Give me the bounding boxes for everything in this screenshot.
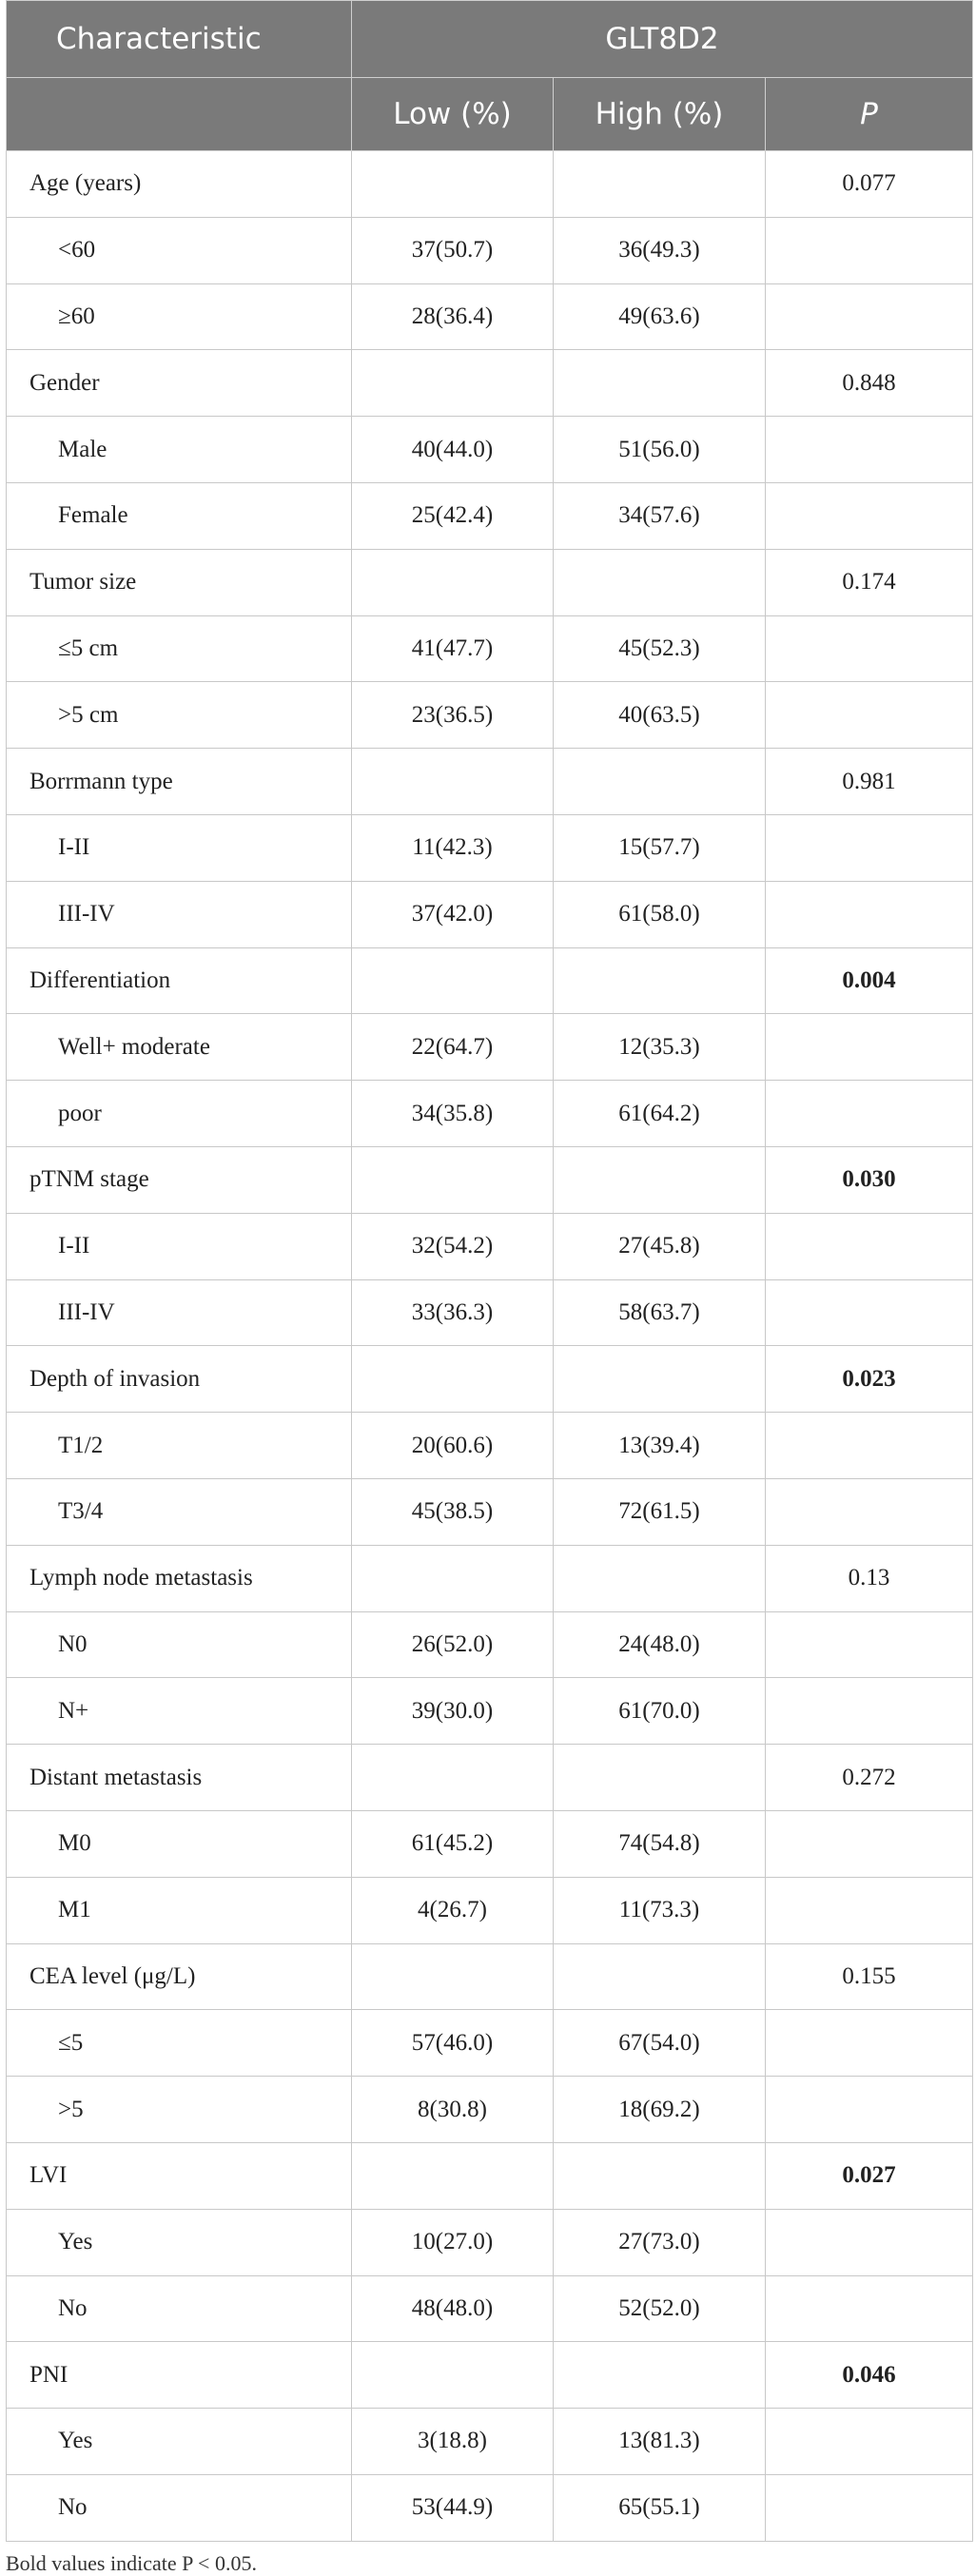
subgroup-row [7, 217, 973, 283]
subgroup-row [7, 1279, 973, 1346]
characteristics-table [6, 0, 973, 2542]
p-value: 0.848 [766, 350, 973, 417]
subgroup-label: N0 [7, 1611, 352, 1678]
subgroup-row [7, 417, 973, 483]
p-value: 0.030 [766, 1146, 973, 1213]
low-value: 3(18.8) [352, 2409, 554, 2475]
high-value: 45(52.3) [554, 615, 766, 682]
category-label: Borrmann type [7, 749, 352, 815]
p-value [766, 814, 973, 881]
p-value [766, 2077, 973, 2143]
low-value [352, 1943, 554, 2010]
p-value [766, 1678, 973, 1745]
high-value [554, 2142, 766, 2209]
subgroup-row [7, 482, 973, 549]
low-value: 32(54.2) [352, 1213, 554, 1279]
subgroup-label: Yes [7, 2409, 352, 2475]
category-label: Age (years) [7, 151, 352, 218]
subgroup-label: ≥60 [7, 283, 352, 350]
category-label: Differentiation [7, 947, 352, 1014]
low-value: 33(36.3) [352, 1279, 554, 1346]
high-value: 40(63.5) [554, 682, 766, 749]
subgroup-row [7, 682, 973, 749]
subgroup-row [7, 283, 973, 350]
category-row [7, 749, 973, 815]
p-value [766, 217, 973, 283]
low-value: 39(30.0) [352, 1678, 554, 1745]
subgroup-row [7, 2474, 973, 2541]
low-value: 10(27.0) [352, 2209, 554, 2275]
high-value: 11(73.3) [554, 1877, 766, 1943]
subgroup-row [7, 1213, 973, 1279]
subgroup-row [7, 2275, 973, 2342]
p-value: 0.981 [766, 749, 973, 815]
p-value: 0.155 [766, 1943, 973, 2010]
high-header: High (%) [554, 78, 766, 151]
subgroup-row [7, 2010, 973, 2077]
high-value [554, 549, 766, 615]
high-value: 27(73.0) [554, 2209, 766, 2275]
category-label: pTNM stage [7, 1146, 352, 1213]
p-value [766, 2010, 973, 2077]
low-value: 40(44.0) [352, 417, 554, 483]
subgroup-row [7, 881, 973, 947]
p-value [766, 1478, 973, 1545]
subgroup-row [7, 814, 973, 881]
subgroup-row [7, 1877, 973, 1943]
subgroup-label: III-IV [7, 1279, 352, 1346]
low-value: 37(42.0) [352, 881, 554, 947]
subgroup-label: Yes [7, 2209, 352, 2275]
subgroup-row [7, 1611, 973, 1678]
header-row-top [7, 1, 973, 78]
low-value: 23(36.5) [352, 682, 554, 749]
p-value [766, 1611, 973, 1678]
subgroup-label: ≤5 [7, 2010, 352, 2077]
p-value [766, 615, 973, 682]
p-value: 0.023 [766, 1346, 973, 1413]
subgroup-label: <60 [7, 217, 352, 283]
category-row [7, 151, 973, 218]
high-value [554, 1745, 766, 1811]
subgroup-row [7, 2209, 973, 2275]
low-value: 48(48.0) [352, 2275, 554, 2342]
low-value [352, 549, 554, 615]
p-value [766, 482, 973, 549]
high-value: 27(45.8) [554, 1213, 766, 1279]
high-value [554, 2342, 766, 2409]
high-value: 72(61.5) [554, 1478, 766, 1545]
subgroup-row [7, 1810, 973, 1877]
p-value [766, 2409, 973, 2475]
p-value: 0.174 [766, 549, 973, 615]
p-value [766, 1279, 973, 1346]
p-value [766, 2209, 973, 2275]
p-value: 0.13 [766, 1545, 973, 1611]
subgroup-label: M1 [7, 1877, 352, 1943]
category-row [7, 1346, 973, 1413]
low-value: 8(30.8) [352, 2077, 554, 2143]
category-label: Lymph node metastasis [7, 1545, 352, 1611]
high-value: 67(54.0) [554, 2010, 766, 2077]
p-value: 0.272 [766, 1745, 973, 1811]
high-value: 34(57.6) [554, 482, 766, 549]
characteristic-header: Characteristic [7, 1, 352, 78]
category-label: PNI [7, 2342, 352, 2409]
high-value: 49(63.6) [554, 283, 766, 350]
p-value [766, 417, 973, 483]
low-value: 22(64.7) [352, 1014, 554, 1081]
p-value [766, 1877, 973, 1943]
high-value: 15(57.7) [554, 814, 766, 881]
high-value [554, 1545, 766, 1611]
p-value [766, 283, 973, 350]
high-value: 36(49.3) [554, 217, 766, 283]
high-value: 13(39.4) [554, 1413, 766, 1479]
high-value [554, 1346, 766, 1413]
subgroup-label: T3/4 [7, 1478, 352, 1545]
low-value: 45(38.5) [352, 1478, 554, 1545]
p-value [766, 2275, 973, 2342]
category-label: Distant metastasis [7, 1745, 352, 1811]
p-value: 0.004 [766, 947, 973, 1014]
category-row [7, 2342, 973, 2409]
high-value [554, 1146, 766, 1213]
high-value [554, 350, 766, 417]
low-value: 25(42.4) [352, 482, 554, 549]
subgroup-label: Female [7, 482, 352, 549]
subgroup-label: ≤5 cm [7, 615, 352, 682]
subgroup-label: I-II [7, 814, 352, 881]
low-value [352, 1346, 554, 1413]
category-row [7, 1745, 973, 1811]
p-value [766, 1213, 973, 1279]
p-value: 0.077 [766, 151, 973, 218]
low-value: 61(45.2) [352, 1810, 554, 1877]
subgroup-label: poor [7, 1081, 352, 1147]
high-value: 51(56.0) [554, 417, 766, 483]
high-value: 52(52.0) [554, 2275, 766, 2342]
high-value: 13(81.3) [554, 2409, 766, 2475]
p-value [766, 2474, 973, 2541]
p-header: P [766, 78, 973, 151]
table-footnote: Bold values indicate P < 0.05. [6, 2550, 257, 2575]
category-row [7, 350, 973, 417]
subgroup-row [7, 615, 973, 682]
high-value [554, 947, 766, 1014]
low-value: 28(36.4) [352, 283, 554, 350]
high-value [554, 749, 766, 815]
low-value: 4(26.7) [352, 1877, 554, 1943]
low-value: 53(44.9) [352, 2474, 554, 2541]
category-label: LVI [7, 2142, 352, 2209]
subgroup-label: >5 [7, 2077, 352, 2143]
subgroup-label: No [7, 2275, 352, 2342]
subgroup-row [7, 1478, 973, 1545]
subgroup-label: I-II [7, 1213, 352, 1279]
header-row-sub [7, 78, 973, 151]
low-value [352, 2342, 554, 2409]
high-value: 58(63.7) [554, 1279, 766, 1346]
category-label: Gender [7, 350, 352, 417]
low-value: 34(35.8) [352, 1081, 554, 1147]
high-value: 65(55.1) [554, 2474, 766, 2541]
empty-header-cell [7, 78, 352, 151]
high-value: 61(64.2) [554, 1081, 766, 1147]
low-value: 41(47.7) [352, 615, 554, 682]
subgroup-label: III-IV [7, 881, 352, 947]
subgroup-row [7, 1413, 973, 1479]
low-value [352, 1146, 554, 1213]
category-label: Tumor size [7, 549, 352, 615]
p-value [766, 881, 973, 947]
low-value: 20(60.6) [352, 1413, 554, 1479]
subgroup-row [7, 1678, 973, 1745]
low-value [352, 1745, 554, 1811]
high-value [554, 151, 766, 218]
subgroup-label: M0 [7, 1810, 352, 1877]
subgroup-label: T1/2 [7, 1413, 352, 1479]
high-value: 18(69.2) [554, 2077, 766, 2143]
high-value: 61(58.0) [554, 881, 766, 947]
table-body [7, 151, 973, 2542]
p-value: 0.046 [766, 2342, 973, 2409]
high-value [554, 1943, 766, 2010]
category-row [7, 1943, 973, 2010]
p-value [766, 682, 973, 749]
high-value: 24(48.0) [554, 1611, 766, 1678]
low-value [352, 749, 554, 815]
low-value: 37(50.7) [352, 217, 554, 283]
category-row [7, 1146, 973, 1213]
low-value: 57(46.0) [352, 2010, 554, 2077]
high-value: 12(35.3) [554, 1014, 766, 1081]
low-value [352, 151, 554, 218]
subgroup-label: Well+ moderate [7, 1014, 352, 1081]
p-value [766, 1014, 973, 1081]
subgroup-label: No [7, 2474, 352, 2541]
p-value [766, 1810, 973, 1877]
p-value [766, 1413, 973, 1479]
subgroup-row [7, 2077, 973, 2143]
low-value [352, 1545, 554, 1611]
subgroup-label: Male [7, 417, 352, 483]
category-label: CEA level (μg/L) [7, 1943, 352, 2010]
low-value [352, 947, 554, 1014]
high-value: 74(54.8) [554, 1810, 766, 1877]
subgroup-row [7, 1014, 973, 1081]
subgroup-row [7, 2409, 973, 2475]
p-value: 0.027 [766, 2142, 973, 2209]
category-row [7, 2142, 973, 2209]
p-value [766, 1081, 973, 1147]
category-row [7, 1545, 973, 1611]
category-row [7, 549, 973, 615]
subgroup-label: N+ [7, 1678, 352, 1745]
subgroup-label: >5 cm [7, 682, 352, 749]
low-value [352, 2142, 554, 2209]
category-row [7, 947, 973, 1014]
low-value: 26(52.0) [352, 1611, 554, 1678]
high-value: 61(70.0) [554, 1678, 766, 1745]
group-header: GLT8D2 [352, 1, 973, 78]
table-header [7, 1, 973, 151]
low-value [352, 350, 554, 417]
low-header: Low (%) [352, 78, 554, 151]
low-value: 11(42.3) [352, 814, 554, 881]
category-label: Depth of invasion [7, 1346, 352, 1413]
subgroup-row [7, 1081, 973, 1147]
